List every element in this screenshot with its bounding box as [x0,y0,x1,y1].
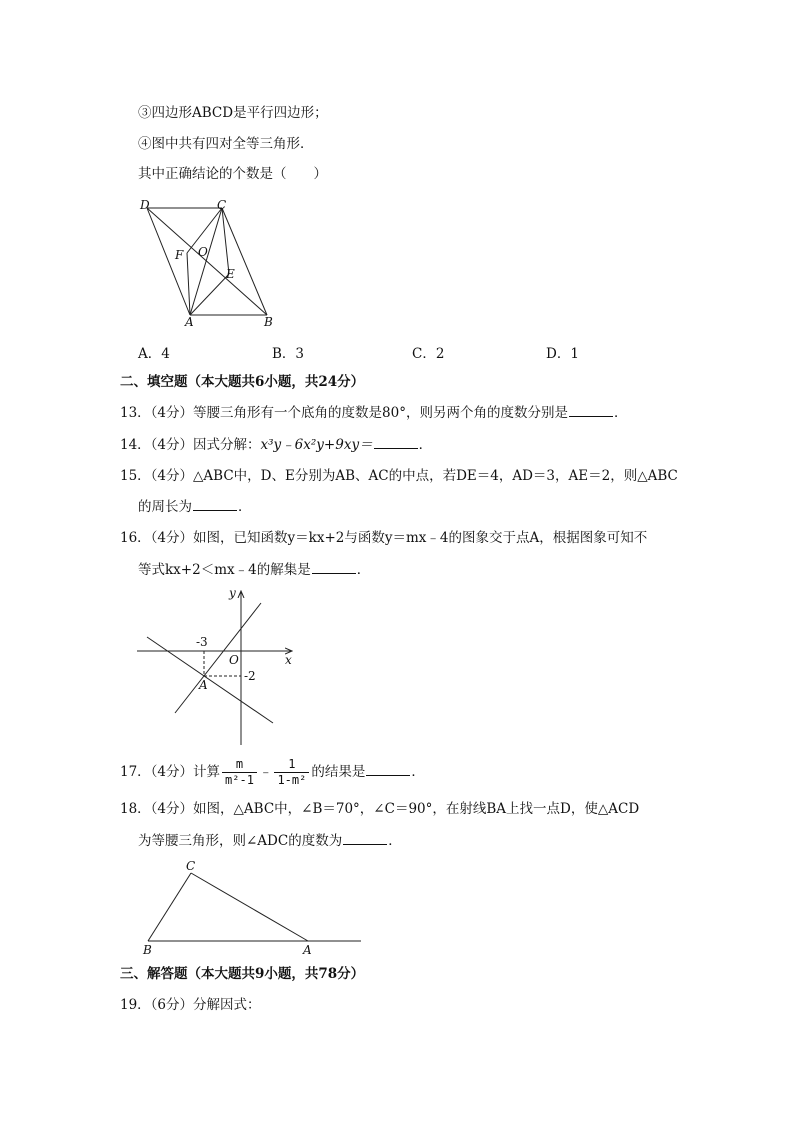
answer-blank [569,404,613,417]
label-y: y [229,586,236,600]
question-17 [120,752,425,792]
q18-suffix: ． [388,833,402,849]
q13-suffix: ． [613,405,628,421]
question-13 [120,404,627,422]
q12-option-b: B．3 [272,346,305,362]
q17-middle-text: 的结果是 [311,764,366,780]
answer-blank [312,561,356,574]
q18-text: 为等腰三角形，则∠ADC的度数为 [138,833,343,849]
q15-suffix: ． [238,499,252,515]
label-x: x [285,653,292,667]
label-A: A [199,678,208,692]
question-15-line2 [138,498,252,516]
label-O: O [198,245,208,259]
label-C: C [186,859,196,873]
label-A: A [185,315,194,329]
q16-coordinate-figure [135,585,305,750]
question-16-line1: 16．（4分）如图，已知函数y＝kx+2与函数y＝mx﹣4的图象交于点A，根据图象可知不 [120,530,648,546]
label-C: C [217,198,227,212]
answer-blank [374,436,418,449]
answer-blank [366,763,410,776]
q14-text: 14．（4分）因式分解： [120,437,261,453]
q17-text: 17．（4分）计算 [120,764,221,780]
q12-option-a: A．4 [138,346,170,362]
question-14 [120,436,432,454]
question-19: 19．（6分）分解因式： [120,997,261,1013]
q12-item-4: ④图中共有四对全等三角形． [138,136,314,152]
fraction-numerator: 1 [274,757,309,773]
q12-option-d: D．1 [546,346,579,362]
question-16-line2 [138,561,370,579]
label-D: D [140,198,150,212]
label-neg2: -2 [244,669,256,683]
label-B: B [264,315,273,329]
q17-suffix: ． [411,764,425,780]
label-F: F [175,248,184,262]
label-neg3: -3 [196,635,208,649]
q14-expression: x³y﹣6x²y+9xy＝ [260,437,373,453]
question-18-line1: 18．（4分）如图，△ABC中，∠B＝70°，∠C＝90°，在射线BA上找一点D，使△ACD [120,801,640,817]
q16-text: 等式kx+2＜mx﹣4的解集是 [138,562,311,578]
q18-triangle-figure [135,856,370,958]
label-B: B [143,943,152,957]
q12-prompt: 其中正确结论的个数是（ ） [138,166,327,182]
section-3-title: 三、解答题（本大题共9小题，共78分） [120,966,365,982]
q14-suffix: ． [418,437,433,453]
question-18-line2 [138,832,402,850]
q13-text: 13．（4分）等腰三角形有一个底角的度数是80°，则另两个角的度数分别是 [120,405,568,421]
q12-parallelogram-figure [135,195,280,330]
question-15-line1: 15．（4分）△ABC中，D、E分别为AB、AC的中点，若DE＝4，AD＝3，AE＝2，则△ABC [120,468,678,484]
q12-item-3: ③四边形ABCD是平行四边形； [138,105,328,121]
fraction-m-over-m2-1 [222,757,257,788]
label-A: A [303,943,312,957]
section-2-title: 二、填空题（本大题共6小题，共24分） [120,374,365,390]
q15-text: 的周长为 [138,499,192,515]
label-E: E [226,267,235,281]
label-origin: O [229,653,239,667]
minus-sign: ﹣ [258,764,273,780]
fraction-denominator: 1-m² [277,773,307,787]
fraction-numerator: m [222,757,257,773]
answer-blank [343,832,387,845]
q16-suffix: ． [356,562,371,578]
q12-option-c: C．2 [412,346,445,362]
fraction-denominator: m²-1 [225,773,254,787]
answer-blank [193,498,237,511]
fraction-1-over-1-m2 [274,757,309,788]
